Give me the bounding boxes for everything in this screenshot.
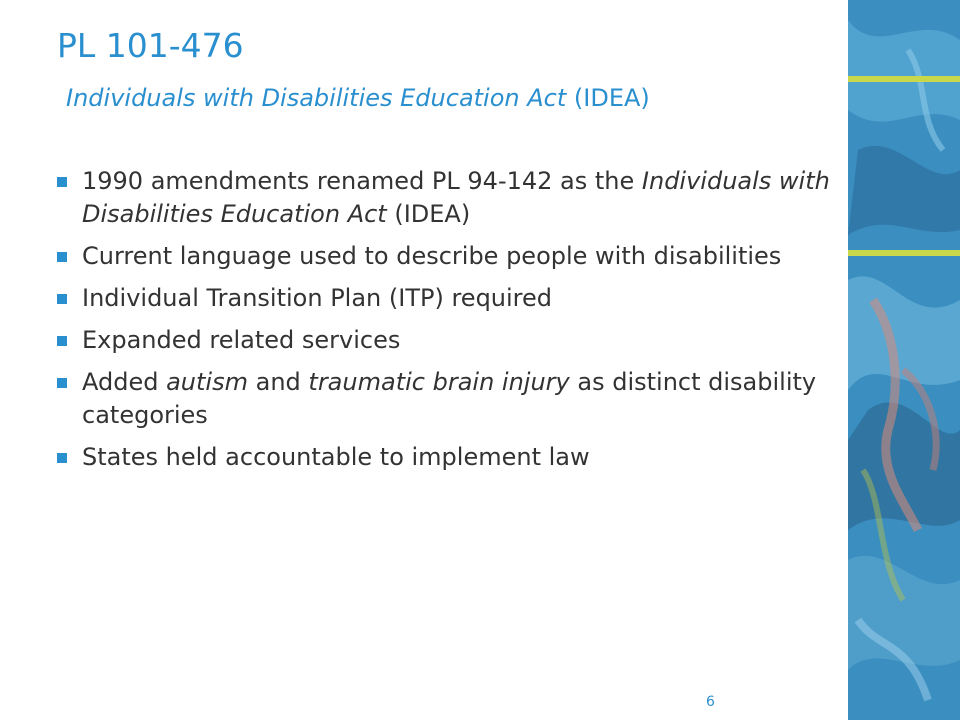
bullet-item — [57, 441, 847, 474]
bullet-square-icon — [57, 453, 67, 463]
bullet-item — [57, 282, 847, 315]
bullet-item — [57, 324, 847, 357]
bullet-item — [57, 165, 847, 231]
bullet-square-icon — [57, 336, 67, 346]
bullet-text-segment: and — [247, 368, 309, 396]
bullet-text-segment: Individual Transition Plan (ITP) required — [82, 284, 553, 312]
slide-title: PL 101-476 — [57, 26, 244, 65]
bullet-text-segment: States held accountable to implement law — [82, 443, 590, 471]
bullet-square-icon — [57, 252, 67, 262]
bullet-item — [57, 240, 847, 273]
green-stripe-top — [848, 76, 960, 82]
bullet-text-segment: Expanded related services — [82, 326, 401, 354]
page-number: 6 — [706, 694, 715, 710]
subtitle-normal: (IDEA) — [566, 84, 650, 112]
decorative-art-panel — [848, 0, 960, 720]
bullet-text-segment: 1990 amendments renamed PL 94-142 as the — [82, 167, 642, 195]
slide-subtitle — [66, 84, 650, 112]
bullet-square-icon — [57, 177, 67, 187]
bullet-text-segment: autism — [166, 368, 248, 396]
bullet-text-segment: Individuals with Disabilities Education Act — [82, 167, 830, 228]
bullet-text-segment: Added — [82, 368, 167, 396]
bullet-item — [57, 366, 847, 432]
green-stripe-bottom — [848, 250, 960, 256]
bullet-list — [57, 165, 847, 483]
subtitle-italic: Individuals with Disabilities Education Act — [66, 84, 567, 112]
bullet-text-segment: as distinct disability categories — [82, 368, 817, 429]
bullet-text-segment: Current language used to describe people with disabilities — [82, 242, 782, 270]
bullet-square-icon — [57, 378, 67, 388]
bullet-square-icon — [57, 294, 67, 304]
bullet-text-segment: traumatic brain injury — [308, 368, 570, 396]
abstract-painting-graphic — [848, 0, 960, 720]
bullet-text-segment: (IDEA) — [386, 200, 471, 228]
